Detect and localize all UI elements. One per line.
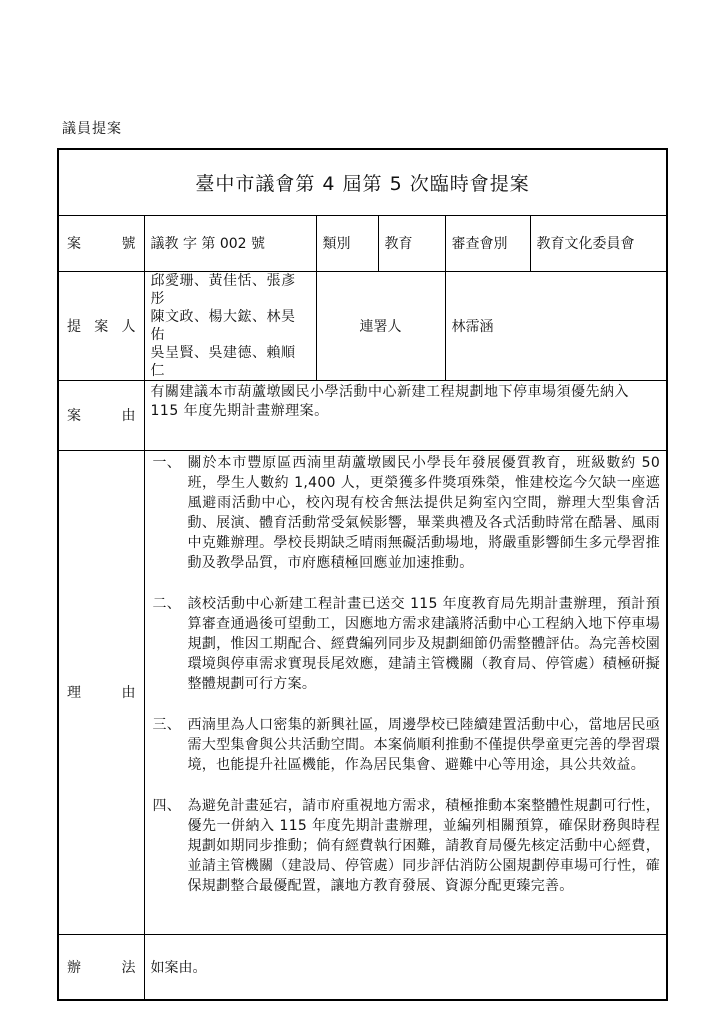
proposer-names xyxy=(144,271,316,380)
method-text: 如案由。 xyxy=(144,934,667,1000)
proposer-label xyxy=(58,271,144,380)
row-label-text: 提 案 人 xyxy=(67,318,136,335)
cosign-label: 連署人 xyxy=(316,271,445,380)
proposer-line: 陳文政、楊大鋐、林昊佑 xyxy=(150,308,296,343)
header-label: 議員提案 xyxy=(62,121,122,137)
reason-text: 關於本市豐原區西湳里葫蘆墩國民小學長年發展優質教育，班級數約 50 班，學生人數約 1,400 人，更榮獲多件獎項殊榮，惟建校迄今欠缺一座遮風避雨活動中心，校內現有校舍無法提供足夠室內空間，辦理大型集會活動、展演、體育活動常受氣候影響，畢業典禮及各式活動時常在酷暑、風雨中克難辦理。學校長期缺乏晴雨無礙活動場地，將嚴重影響師生多元學習推動及教學品質，市府應積極回應並加速推動。 xyxy=(187,454,661,571)
cosign-value: 林霈涵 xyxy=(445,271,667,380)
case-number-value: 議教 字 第 002 號 xyxy=(144,215,316,271)
committee-value: 教育文化委員會 xyxy=(530,215,667,271)
case-number-label xyxy=(58,215,144,271)
proposal-form xyxy=(57,148,668,1001)
reason-number: 三、 xyxy=(152,716,182,733)
reason-list xyxy=(144,450,667,934)
method-label xyxy=(58,934,144,1000)
form-title: 臺中市議會第 4 屆第 5 次臨時會提案 xyxy=(58,149,667,215)
row-label-text: 辦 法 xyxy=(67,959,136,976)
reason-text: 為避免計畫延宕，請市府重視地方需求，積極推動本案整體性規劃可行性，優先一併納入 115 年度先期計畫辦理，並編列相關預算，確保財務與時程規劃如期同步推動；倘有經費執行困難，請教育局優先核定活動中心經費，並請主管機關（建設局、停管處）同步評估消防公園規劃停車場可行性，確保規劃整合最優配置，讓地方教育發展、資源分配更臻完善。 xyxy=(187,797,661,894)
row-label-text: 案 號 xyxy=(67,236,136,252)
row-label-text: 理 由 xyxy=(67,685,136,701)
proposer-line: 吳呈賢、吳建德、賴順仁 xyxy=(150,344,296,379)
reason-number: 四、 xyxy=(152,797,182,814)
reason-text: 西湳里為人口密集的新興社區，周邊學校已陸續建置活動中心，當地居民亟需大型集會與公共活動空間。本案倘順利推動不僅提供學童更完善的學習環境，也能提升社區機能，作為居民集會、避難中心等用途，具公共效益。 xyxy=(187,716,661,773)
committee-label: 審查會別 xyxy=(445,215,530,271)
category-label: 類別 xyxy=(316,215,378,271)
cause-label xyxy=(58,380,144,450)
reason-item xyxy=(153,796,661,896)
reason-text: 該校活動中心新建工程計畫已送交 115 年度教育局先期計畫辦理，預計預算審查通過後可望動工，因應地方需求建議將活動中心工程納入地下停車場規劃，惟因工期配合、經費編列同步及規劃細節仍需整體評估。為完善校園環境與停車需求實現長尾效應，建請主管機關（教育局、停管處）積極研擬整體規劃可行方案。 xyxy=(187,595,661,692)
reason-number: 一、 xyxy=(152,454,182,471)
proposer-line: 邱愛珊、黃佳恬、張彥彤 xyxy=(150,272,296,307)
reason-item xyxy=(153,453,661,573)
category-value: 教育 xyxy=(378,215,445,271)
reason-item xyxy=(153,594,661,694)
reason-number: 二、 xyxy=(152,595,182,612)
reason-item xyxy=(153,715,661,775)
cause-text: 有關建議本市葫蘆墩國民小學活動中心新建工程規劃地下停車場須優先納入 115 年度先期計畫辦理案。 xyxy=(144,380,667,450)
reason-label xyxy=(58,450,144,934)
row-label-text: 案 由 xyxy=(67,408,136,424)
